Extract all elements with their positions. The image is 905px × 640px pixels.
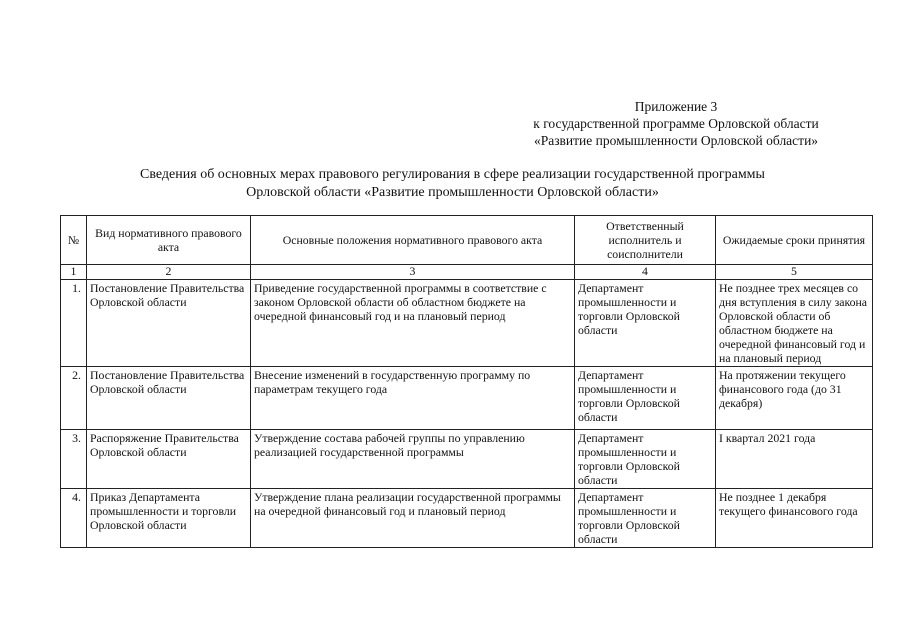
column-number: 2	[87, 265, 251, 280]
executor-cell: Департамент промышленности и торговли Орловской области	[575, 489, 716, 548]
table-row	[61, 367, 873, 430]
provisions-cell: Утверждение состава рабочей группы по управлению реализацией государственной программы	[251, 430, 575, 489]
deadline-cell: I квартал 2021 года	[716, 430, 873, 489]
measures-table	[60, 215, 873, 548]
row-number: 1.	[61, 280, 87, 367]
provisions-cell: Внесение изменений в государственную программу по параметрам текущего года	[251, 367, 575, 430]
executor-cell: Департамент промышленности и торговли Орловской области	[575, 430, 716, 489]
provisions-cell: Утверждение плана реализации государственной программы на очередной финансовый год и плановый период	[251, 489, 575, 548]
provisions-cell: Приведение государственной программы в соответствие с законом Орловской области об областном бюджете на очередной финансовый год и на плановый период	[251, 280, 575, 367]
row-number: 3.	[61, 430, 87, 489]
document-title	[60, 166, 845, 202]
appendix-heading	[511, 98, 841, 149]
table-header-row	[61, 216, 873, 265]
header-number: №	[61, 216, 87, 265]
deadline-cell: Не позднее трех месяцев со дня вступления в силу закона Орловской области об областном бюджете на очередной финансовый год и на плановый период	[716, 280, 873, 367]
appendix-line-3: «Развитие промышленности Орловской области»	[533, 133, 819, 148]
column-number: 4	[575, 265, 716, 280]
column-number: 5	[716, 265, 873, 280]
row-number: 4.	[61, 489, 87, 548]
title-line-2: Орловской области «Развитие промышленности Орловской области»	[246, 185, 659, 200]
header-deadline: Ожидаемые сроки принятия	[716, 216, 873, 265]
row-number: 2.	[61, 367, 87, 430]
executor-cell: Департамент промышленности и торговли Орловской области	[575, 367, 716, 430]
table-row	[61, 280, 873, 367]
deadline-cell: На протяжении текущего финансового года (до 31 декабря)	[716, 367, 873, 430]
table-row	[61, 489, 873, 548]
header-executor: Ответственный исполнитель и соисполнители	[575, 216, 716, 265]
deadline-cell: Не позднее 1 декабря текущего финансового года	[716, 489, 873, 548]
header-provisions: Основные положения нормативного правового акта	[251, 216, 575, 265]
header-act-type: Вид нормативного правового акта	[87, 216, 251, 265]
act-type-cell: Постановление Правительства Орловской области	[87, 367, 251, 430]
act-type-cell: Приказ Департамента промышленности и торговли Орловской области	[87, 489, 251, 548]
column-number: 1	[61, 265, 87, 280]
executor-cell: Департамент промышленности и торговли Орловской области	[575, 280, 716, 367]
column-number-row	[61, 265, 873, 280]
appendix-line-2: к государственной программе Орловской области	[533, 116, 819, 131]
appendix-line-1: Приложение 3	[634, 99, 718, 114]
act-type-cell: Постановление Правительства Орловской области	[87, 280, 251, 367]
column-number: 3	[251, 265, 575, 280]
title-line-1: Сведения об основных мерах правового регулирования в сфере реализации государственной программы	[140, 167, 765, 182]
act-type-cell: Распоряжение Правительства Орловской области	[87, 430, 251, 489]
table-row	[61, 430, 873, 489]
